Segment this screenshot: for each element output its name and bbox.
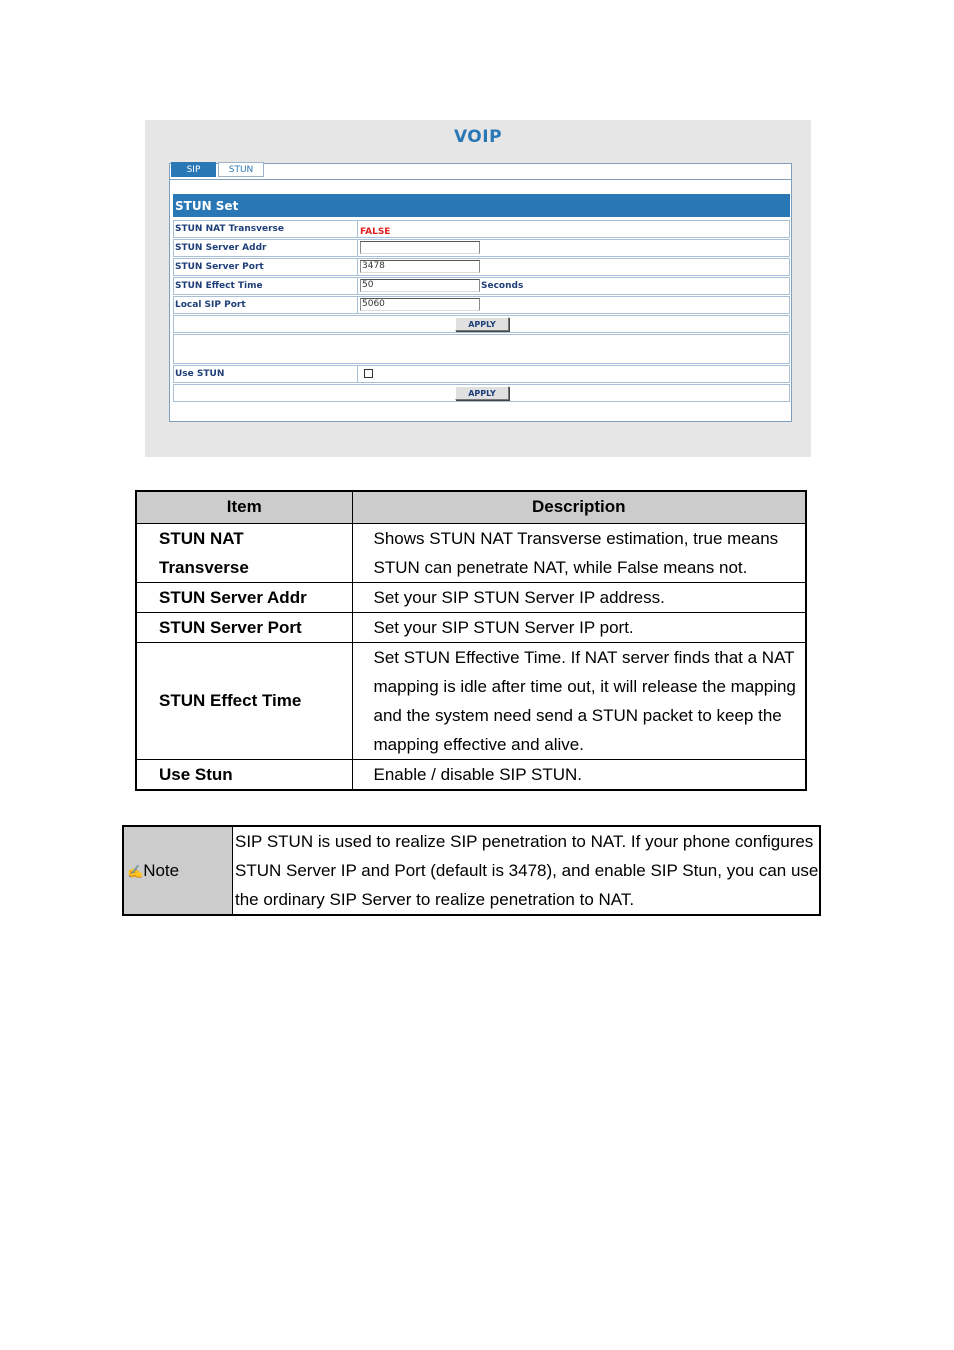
use-stun-checkbox[interactable] <box>364 369 373 378</box>
item-cell: STUN Effect Time <box>136 642 352 759</box>
description-cell: Set your SIP STUN Server IP address. <box>352 582 806 612</box>
row-nat-transverse <box>173 220 790 238</box>
apply-button-2[interactable]: APPLY <box>455 386 509 400</box>
item-cell: STUN Server Addr <box>136 582 352 612</box>
local-sip-port-input[interactable]: 5060 <box>360 298 480 311</box>
header-item: Item <box>136 491 352 523</box>
note-label: Note <box>143 860 180 880</box>
use-stun-label: Use STUN <box>174 366 358 382</box>
apply-row-2 <box>173 384 790 402</box>
table-row <box>136 582 806 612</box>
table-row <box>136 612 806 642</box>
pencil-icon: ✍ <box>127 863 144 879</box>
server-addr-input[interactable] <box>360 241 480 254</box>
row-server-port <box>173 258 790 276</box>
description-cell: Shows STUN NAT Transverse estimation, true means STUN can penetrate NAT, while False means not. <box>352 523 806 582</box>
note-text: SIP STUN is used to realize SIP penetration to NAT. If your phone configures STUN Server IP and Port (default is 3478), and enable SIP Stun, you can use the ordinary SIP Server to realize penetration to NAT. <box>233 826 821 915</box>
apply-row <box>173 315 790 333</box>
item-cell: Use Stun <box>136 759 352 790</box>
description-cell: Set your SIP STUN Server IP port. <box>352 612 806 642</box>
server-port-input[interactable]: 3478 <box>360 260 480 273</box>
stun-settings-grid <box>173 220 790 403</box>
effect-time-label: STUN Effect Time <box>174 278 358 294</box>
server-addr-label: STUN Server Addr <box>174 240 358 256</box>
table-row <box>136 642 806 759</box>
item-cell: STUN Server Port <box>136 612 352 642</box>
nat-transverse-value: FALSE <box>360 227 391 237</box>
header-description: Description <box>352 491 806 523</box>
local-sip-port-label: Local SIP Port <box>174 297 358 313</box>
voip-screenshot-panel <box>145 120 811 457</box>
effect-time-unit: Seconds <box>481 281 524 291</box>
item-cell: STUN NAT Transverse <box>136 523 352 582</box>
row-use-stun <box>173 365 790 383</box>
table-row <box>136 759 806 790</box>
server-port-label: STUN Server Port <box>174 259 358 275</box>
table-header-row <box>136 491 806 523</box>
row-effect-time <box>173 277 790 295</box>
note-box <box>122 825 821 916</box>
table-row <box>136 523 806 582</box>
description-cell: Set STUN Effective Time. If NAT server finds that a NAT mapping is idle after time out, it will release the mapping and the system need send a STUN packet to keep the mapping effective and alive. <box>352 642 806 759</box>
row-server-addr <box>173 239 790 257</box>
note-label-cell <box>123 826 233 915</box>
tab-sip[interactable]: SIP <box>171 162 216 177</box>
spacer-row <box>173 334 790 364</box>
row-local-sip-port <box>173 296 790 314</box>
effect-time-input[interactable]: 50 <box>360 279 480 292</box>
description-cell: Enable / disable SIP STUN. <box>352 759 806 790</box>
description-table <box>135 490 807 791</box>
nat-transverse-label: STUN NAT Transverse <box>174 221 358 237</box>
tab-stun[interactable]: STUN <box>218 162 264 177</box>
page-title: VOIP <box>453 127 503 147</box>
section-title-stun-set: STUN Set <box>173 194 790 217</box>
apply-button[interactable]: APPLY <box>455 317 509 331</box>
